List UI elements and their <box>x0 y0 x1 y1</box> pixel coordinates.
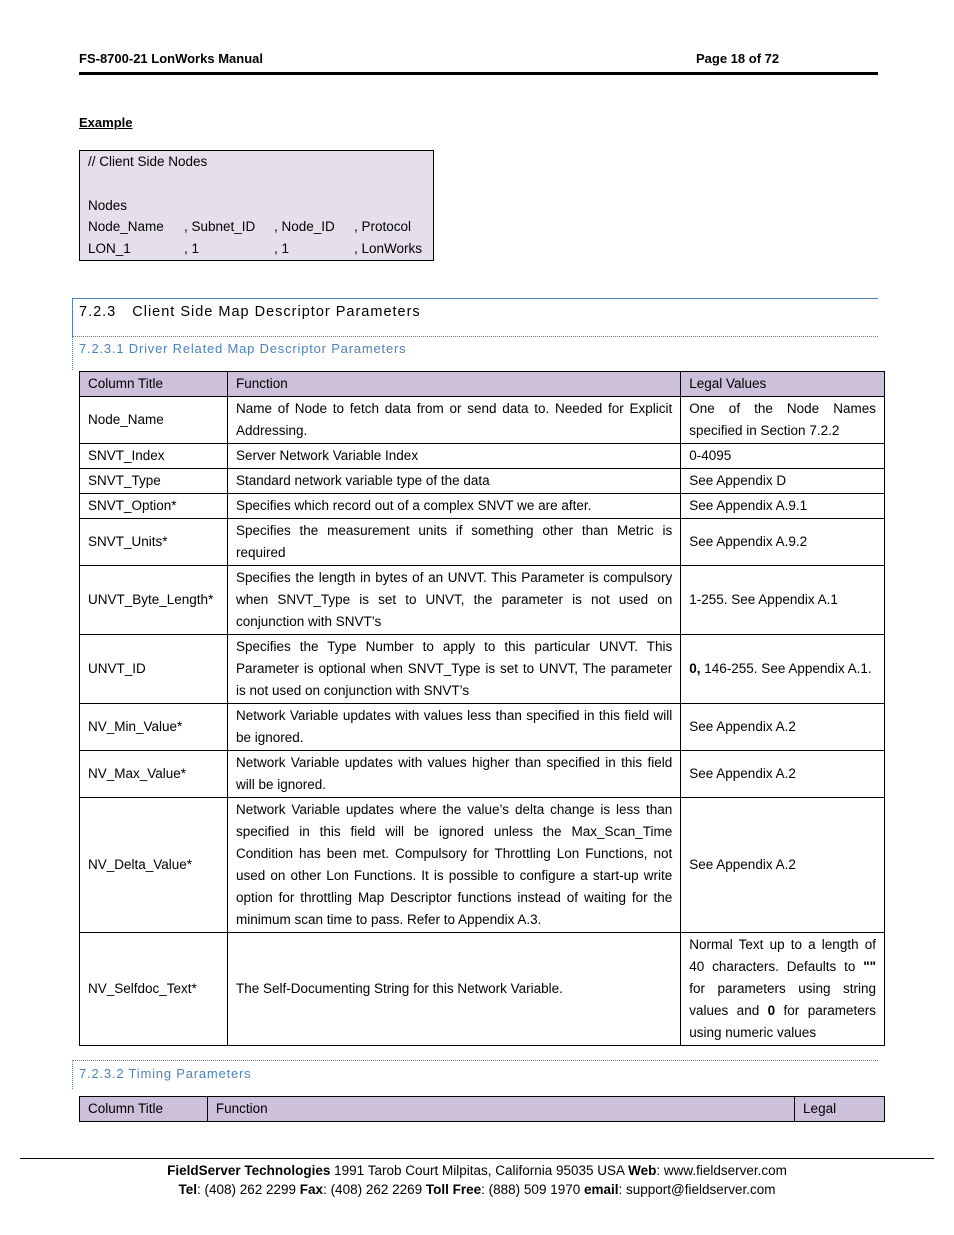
code-text: , 1 <box>274 241 290 257</box>
legal-values-cell <box>681 933 885 1046</box>
map-descriptor-parameter-table <box>79 371 885 1046</box>
function-cell: Server Network Variable Index <box>227 444 680 469</box>
code-line <box>80 238 433 260</box>
footer-fax: : (408) 262 2269 <box>323 1182 426 1197</box>
table-row <box>80 704 885 751</box>
column-title-cell: UNVT_ID <box>80 635 228 704</box>
table-row <box>80 469 885 494</box>
code-line <box>80 216 433 238</box>
column-header: Column Title <box>80 1097 208 1122</box>
function-cell: Standard network variable type of the data <box>227 469 680 494</box>
code-line <box>80 173 433 195</box>
code-text: Nodes <box>88 197 128 213</box>
footer-email: : support@fieldserver.com <box>618 1182 776 1197</box>
column-title-cell: NV_Selfdoc_Text* <box>80 933 228 1046</box>
column-title-cell: SNVT_Units* <box>80 519 228 566</box>
column-header: Function <box>207 1097 794 1122</box>
function-cell: Specifies the Type Number to apply to this particular UNVT. This Parameter is optional when SNVT_Type is set to UNVT, The parameter is not used on conjunction with SNVT’s <box>227 635 680 704</box>
footer-web-label: Web <box>628 1163 657 1178</box>
legal-text: for parameters using string values and <box>689 981 876 1018</box>
document-title: FS-8700-21 LonWorks Manual <box>79 51 263 66</box>
footer-tel-label: Tel <box>178 1182 197 1197</box>
table-row <box>80 494 885 519</box>
timing-parameter-table <box>79 1096 885 1122</box>
table-row <box>80 397 885 444</box>
footer-company: FieldServer Technologies <box>167 1163 331 1178</box>
legal-values-cell: See Appendix A.2 <box>681 751 885 798</box>
legal-values-cell: See Appendix A.9.2 <box>681 519 885 566</box>
legal-values-cell: 0-4095 <box>681 444 885 469</box>
function-cell: The Self-Documenting String for this Network Variable. <box>227 933 680 1046</box>
legal-text: Normal Text up to a length of 40 characters. Defaults to <box>689 937 876 974</box>
section-heading <box>79 304 421 320</box>
code-line <box>80 151 433 173</box>
function-cell: Network Variable updates with values less than specified in this field will be ignored. <box>227 704 680 751</box>
column-title-cell: SNVT_Index <box>80 444 228 469</box>
section-number: 7.2.3 <box>79 304 117 320</box>
subsection-heading: 7.2.3.2 Timing Parameters <box>79 1066 252 1081</box>
footer-tollfree: : (888) 509 1970 <box>481 1182 584 1197</box>
footer-address: 1991 Tarob Court Milpitas, California 95035 USA <box>330 1163 629 1178</box>
table-row <box>80 751 885 798</box>
subsection-heading: 7.2.3.1 Driver Related Map Descriptor Parameters <box>79 341 407 356</box>
legal-text: for parameters using numeric values <box>689 1003 876 1040</box>
column-title-cell: NV_Delta_Value* <box>80 798 228 933</box>
column-header: Legal Values <box>681 372 885 397</box>
table-row <box>80 933 885 1046</box>
column-title-cell: UNVT_Byte_Length* <box>80 566 228 635</box>
legal-bold-text: "" <box>863 959 876 974</box>
legal-bold-text: 0 <box>767 1003 776 1018</box>
code-text: , Subnet_ID <box>184 219 256 235</box>
header-rule <box>79 72 878 75</box>
function-cell: Name of Node to fetch data from or send data to. Needed for Explicit Addressing. <box>227 397 680 444</box>
section-title: Client Side Map Descriptor Parameters <box>132 304 421 320</box>
function-cell: Specifies which record out of a complex SNVT we are after. <box>227 494 680 519</box>
table-row <box>80 519 885 566</box>
footer-email-label: email <box>583 1182 619 1197</box>
code-text: LON_1 <box>88 241 131 257</box>
function-cell: Specifies the length in bytes of an UNVT. This Parameter is compulsory when SNVT_Type is set to UNVT, the parameter is not used on conjunction with SNVT’s <box>227 566 680 635</box>
function-cell: Network Variable updates with values higher than specified in this field will be ignored. <box>227 751 680 798</box>
legal-values-cell: See Appendix D <box>681 469 885 494</box>
table-row <box>80 635 885 704</box>
code-text: // Client Side Nodes <box>88 154 208 169</box>
subsection-frame <box>72 336 74 370</box>
column-header: Column Title <box>80 372 228 397</box>
legal-bold-text: 0, <box>689 661 701 676</box>
legal-values-cell: See Appendix A.9.1 <box>681 494 885 519</box>
footer-fax-label: Fax <box>299 1182 324 1197</box>
function-cell: Network Variable updates where the value’s delta change is less than specified in this field will be ignored unless the Max_Scan_Time Condition has been met. Compulsory for Throttling Lon Functions, not used on other Lon Functions. It is possible to configure a start-up write option for throttling Map Descriptor functions instead of waiting for the minimum scan time to pass. Refer to Appendix A.3. <box>227 798 680 933</box>
table-row <box>80 444 885 469</box>
code-text: Node_Name <box>88 219 164 235</box>
table-row <box>80 566 885 635</box>
legal-values-cell: One of the Node Names specified in Section 7.2.2 <box>681 397 885 444</box>
footer-line-contact <box>0 1182 954 1197</box>
column-title-cell: Node_Name <box>80 397 228 444</box>
legal-text: 146-255. See Appendix A.1. <box>700 661 872 676</box>
code-text: , 1 <box>184 241 200 257</box>
column-title-cell: SNVT_Option* <box>80 494 228 519</box>
function-cell: Specifies the measurement units if something other than Metric is required <box>227 519 680 566</box>
column-title-cell: SNVT_Type <box>80 469 228 494</box>
code-text: , Protocol <box>354 219 412 235</box>
footer-line-address <box>0 1163 954 1178</box>
code-text: , Node_ID <box>274 219 335 235</box>
table-row <box>80 798 885 933</box>
code-line <box>80 195 433 217</box>
code-text: , LonWorks <box>354 241 423 257</box>
table-header-row <box>80 1097 885 1122</box>
footer-tollfree-label: Toll Free <box>425 1182 482 1197</box>
legal-values-cell: See Appendix A.2 <box>681 704 885 751</box>
page-number: Page 18 of 72 <box>696 51 780 66</box>
footer-rule <box>20 1158 934 1159</box>
legal-values-cell <box>681 635 885 704</box>
footer-web: : www.fieldserver.com <box>656 1163 787 1178</box>
column-header: Legal <box>795 1097 885 1122</box>
example-code-box <box>79 150 434 261</box>
footer-tel: : (408) 262 2299 <box>196 1182 300 1197</box>
legal-values-cell: See Appendix A.2 <box>681 798 885 933</box>
example-heading: Example <box>79 115 133 130</box>
column-title-cell: NV_Min_Value* <box>80 704 228 751</box>
table-header-row <box>80 372 885 397</box>
column-header: Function <box>227 372 680 397</box>
column-title-cell: NV_Max_Value* <box>80 751 228 798</box>
legal-values-cell: 1-255. See Appendix A.1 <box>681 566 885 635</box>
